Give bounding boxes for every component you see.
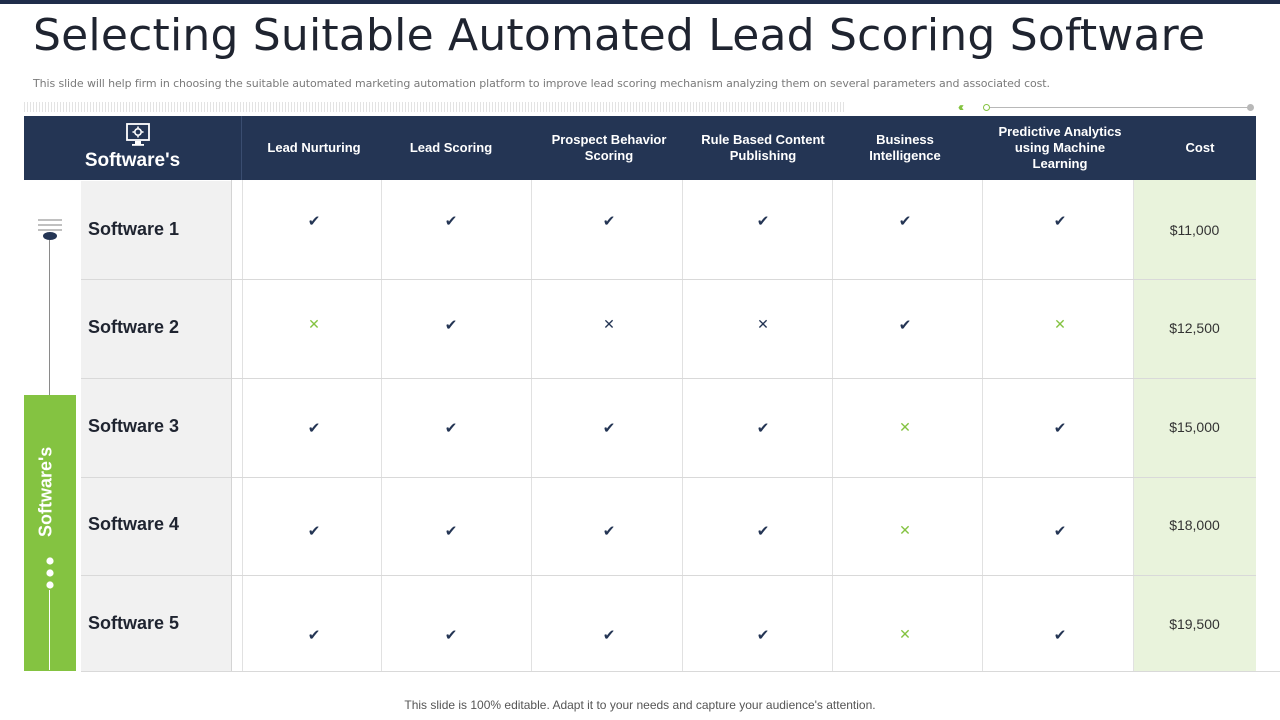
check-icon: ✔ (756, 212, 770, 230)
check-icon: ✔ (756, 626, 770, 644)
cross-icon: ✕ (899, 420, 911, 436)
check-icon: ✔ (756, 419, 770, 437)
top-rule (0, 0, 1280, 4)
cross-icon: ✕ (1054, 317, 1066, 333)
footer-note: This slide is 100% editable. Adapt it to your needs and capture your audience's attention. (404, 698, 876, 712)
check-icon: ✔ (444, 522, 458, 540)
cross-icon: ✕ (757, 317, 769, 333)
hatch-decoration (24, 102, 846, 112)
grid-column-line (682, 180, 683, 671)
check-icon: ✔ (602, 626, 616, 644)
cross-icon: ✕ (308, 317, 320, 333)
lines-pin-icon (37, 218, 63, 240)
strip-line (49, 240, 50, 395)
side-label: Software's (35, 446, 56, 538)
grid-row-line (81, 279, 1256, 280)
check-icon: ✔ (756, 522, 770, 540)
column-header: Business Intelligence (869, 132, 941, 163)
check-icon: ✔ (898, 316, 912, 334)
cost-value: $18,000 (1169, 517, 1220, 533)
check-icon: ✔ (1053, 626, 1067, 644)
software-name: Software 3 (81, 379, 231, 477)
cost-value: $11,000 (1169, 222, 1220, 238)
column-header: Lead Scoring (409, 140, 493, 155)
column-header: Lead Nurturing (267, 140, 361, 155)
check-icon: ✔ (602, 419, 616, 437)
cross-icon: ✕ (899, 627, 911, 643)
software-name: Software 5 (81, 576, 231, 671)
cross-icon: ✕ (603, 317, 615, 333)
cost-value: $19,500 (1169, 616, 1220, 632)
grid-column-line (242, 180, 243, 671)
grid-column-line (531, 180, 532, 671)
column-header: Cost (1185, 140, 1215, 155)
cross-icon: ✕ (899, 523, 911, 539)
check-icon: ✔ (1053, 212, 1067, 230)
grid-row-line (81, 575, 1256, 576)
computer-gear-icon (125, 122, 151, 148)
name-divider (231, 180, 232, 671)
software-name: Software 1 (81, 181, 231, 279)
column-header: Predictive Analytics using Machine Learning (998, 124, 1122, 171)
check-icon: ✔ (307, 626, 321, 644)
cost-value: $15,000 (1169, 419, 1220, 435)
check-icon: ✔ (1053, 419, 1067, 437)
check-icon: ✔ (444, 316, 458, 334)
cost-value: $12,500 (1169, 320, 1220, 336)
grid-column-line (832, 180, 833, 671)
grid-column-line (982, 180, 983, 671)
decorative-line (990, 107, 1252, 108)
decorative-dot-icon (1247, 104, 1254, 111)
header-divider (241, 116, 242, 180)
check-icon: ✔ (307, 212, 321, 230)
page-title: Selecting Suitable Automated Lead Scoring Software (33, 10, 1206, 61)
check-icon: ✔ (307, 522, 321, 540)
grid-row-line (81, 378, 1256, 379)
page-subtitle: This slide will help firm in choosing the suitable automated marketing automation platform to improve lead scoring mechanism analyzing them on several parameters and associated cost. (33, 77, 1050, 90)
table-bottom-line (81, 671, 1280, 672)
check-icon: ✔ (602, 212, 616, 230)
check-icon: ✔ (307, 419, 321, 437)
strip-line-bottom (49, 590, 50, 670)
software-column-header: Software's (84, 150, 181, 171)
check-icon: ✔ (444, 212, 458, 230)
grid-column-line (381, 180, 382, 671)
check-icon: ✔ (898, 212, 912, 230)
grid-row-line (81, 477, 1256, 478)
chevron-arrows-icon: ‹‹‹ (958, 100, 961, 114)
column-header: Rule Based Content Publishing (701, 132, 825, 163)
software-name: Software 4 (81, 478, 231, 575)
check-icon: ✔ (1053, 522, 1067, 540)
check-icon: ✔ (444, 419, 458, 437)
check-icon: ✔ (602, 522, 616, 540)
decorative-circle-icon (983, 104, 990, 111)
software-name: Software 2 (81, 280, 231, 378)
column-header: Prospect Behavior Scoring (551, 132, 667, 163)
three-dots-icon (44, 556, 56, 590)
check-icon: ✔ (444, 626, 458, 644)
